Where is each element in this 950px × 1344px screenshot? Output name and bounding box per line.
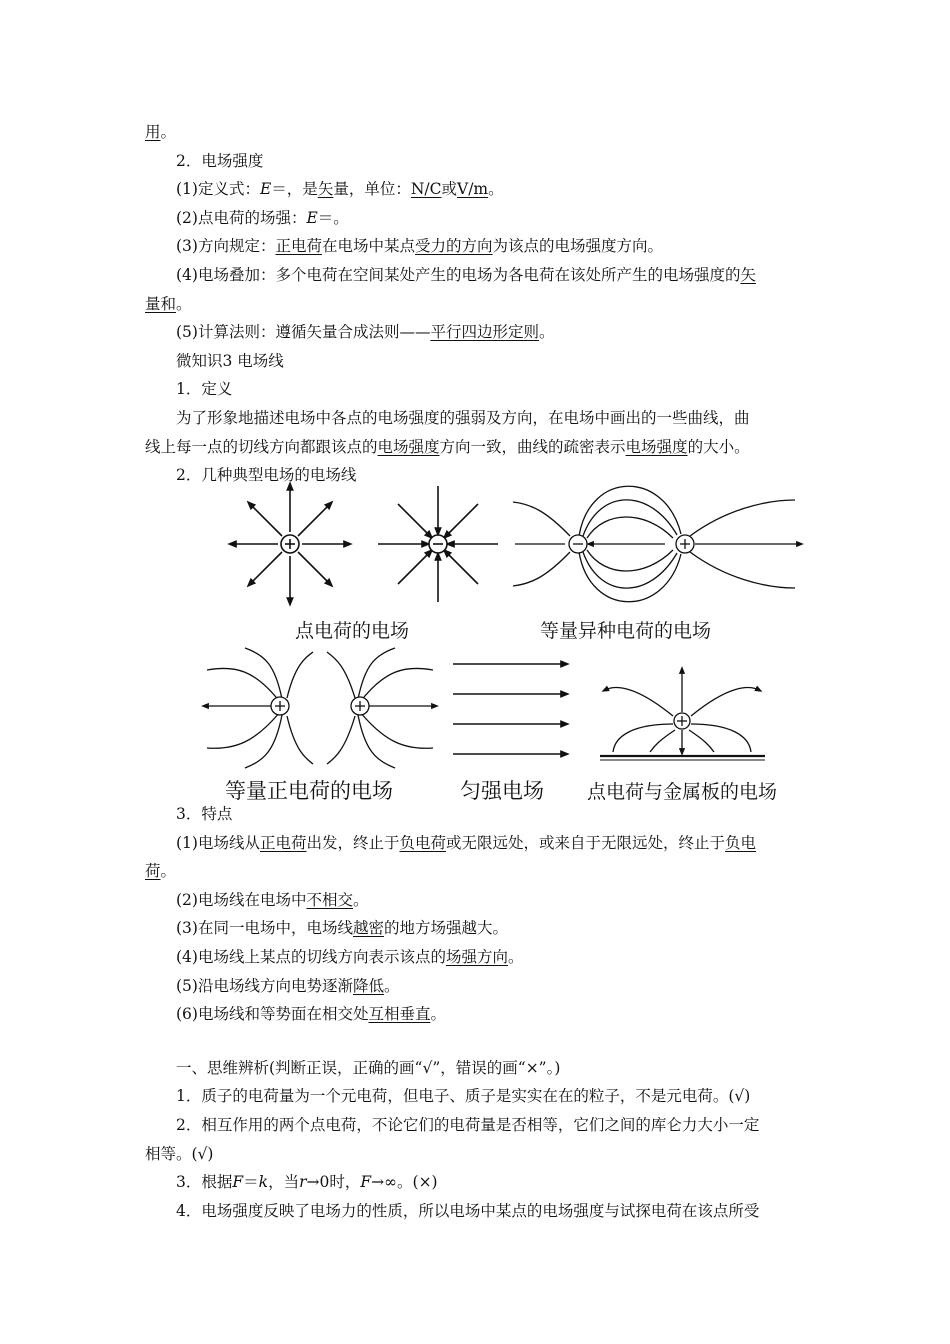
- caption-equal-positive: 等量正电荷的电场: [225, 779, 393, 803]
- underlined-term: 平行四边形定则: [430, 323, 539, 342]
- text-line: [145, 433, 810, 462]
- caption-charge-plate: 点电荷与金属板的电场: [587, 781, 778, 803]
- text-span: 。: [160, 862, 177, 881]
- field-lines-diagram: [195, 480, 810, 810]
- text-span: 出发，终止于: [306, 833, 400, 852]
- underlined-term: 受力的方向: [415, 237, 493, 256]
- text-span: 。: [538, 323, 555, 342]
- section-heading: 一、思维辨析(判断正误，正确的画“√”，错误的画“×”。): [176, 1058, 561, 1077]
- underlined-term: 电场强度: [377, 437, 440, 456]
- underlined-term: 用: [145, 123, 161, 141]
- text-span: 或: [441, 180, 458, 199]
- text-span: →∞。(×): [371, 1173, 438, 1192]
- text-span: 。: [430, 1005, 446, 1024]
- negative-point-charge-field: [378, 486, 498, 602]
- text-span: 。: [352, 890, 369, 909]
- text-span: 线上每一点的切线方向都跟该点的: [145, 437, 378, 456]
- text-span: 的大小。: [687, 437, 750, 456]
- section-heading: 2．电场强度: [176, 151, 264, 170]
- text-line: [145, 261, 810, 290]
- text-span: (2)点电荷的场强：: [176, 208, 307, 227]
- text-span: (1)定义式：: [176, 180, 260, 199]
- text-span: (3)方向规定：: [176, 237, 276, 256]
- positive-point-charge-field: [232, 486, 348, 602]
- text-span: 。: [488, 180, 504, 199]
- text-span: 为该点的电场强度方向。: [492, 237, 664, 256]
- text-span: (1)电场线从: [176, 833, 260, 852]
- text-span: →0时，: [306, 1173, 361, 1192]
- text-span: ＝。: [317, 208, 349, 227]
- text-line: [145, 857, 810, 886]
- question-item: 1．质子的电荷量为一个元电荷，但电子、质子是实实在在的粒子，不是元电荷。(√): [176, 1087, 751, 1106]
- text-line: [145, 829, 810, 858]
- underlined-term: 降低: [352, 976, 384, 995]
- text-line: [145, 175, 810, 204]
- section-heading: 微知识3 电场线: [176, 351, 284, 370]
- text-span: ＝，是: [271, 180, 318, 199]
- text-span: (6)电场线和等势面在相交处: [176, 1005, 369, 1024]
- charge-and-plate-field: [600, 670, 765, 760]
- text-line: [145, 1000, 810, 1029]
- text-line: [145, 886, 810, 915]
- underlined-term: N/C: [410, 180, 442, 199]
- underlined-term: 不相交: [306, 890, 353, 909]
- text-line: [145, 318, 810, 347]
- question-item: 相等。(√): [145, 1144, 214, 1163]
- opposite-charges-field: [513, 486, 800, 602]
- underlined-term: 越密: [352, 919, 384, 938]
- text-span: (3)在同一电场中，电场线: [176, 919, 353, 938]
- text-span: 量，单位：: [333, 180, 411, 199]
- symbol: k: [258, 1173, 269, 1192]
- underlined-term: V/m: [457, 180, 489, 199]
- equal-positive-charges-field: [205, 648, 435, 768]
- symbol: E: [259, 180, 272, 199]
- text-span: 的地方场强越大。: [383, 919, 508, 938]
- underlined-term: 互相垂直: [368, 1005, 431, 1024]
- text-span: (5)计算法则：遵循矢量合成法则——: [176, 323, 431, 342]
- text-line: [145, 972, 810, 1001]
- caption-uniform: 匀强电场: [460, 779, 544, 803]
- question-item: 2．相互作用的两个点电荷，不论它们的电荷量是否相等，它们之间的库仑力大小一定: [176, 1115, 760, 1134]
- caption-point-charge: 点电荷的电场: [295, 620, 410, 642]
- underlined-term: 矢: [740, 265, 756, 284]
- document-body-continued: [145, 800, 810, 1225]
- symbol: F: [232, 1173, 244, 1192]
- text-span: (5)沿电场线方向电势逐渐: [176, 976, 353, 995]
- paragraph-gap: [145, 1029, 810, 1054]
- document-body: [145, 118, 810, 490]
- text-span: 。: [383, 976, 400, 995]
- text-span: (4)电场线上某点的切线方向表示该点的: [176, 947, 446, 966]
- underlined-term: 矢: [317, 180, 334, 199]
- text-span: 。: [507, 947, 524, 966]
- underlined-term: 荷: [145, 862, 161, 881]
- text-line: 为了形象地描述电场中各点的电场强度的强弱及方向，在电场中画出的一些曲线，曲: [176, 408, 750, 427]
- underlined-term: 负电: [725, 833, 757, 852]
- symbol: E: [306, 208, 318, 227]
- text-span: (4)电场叠加：多个电荷在空间某处产生的电场为各电荷在该处所产生的电场强度的: [176, 265, 741, 284]
- text-line: [145, 914, 810, 943]
- section-heading: 3．特点: [176, 805, 233, 823]
- text-span: 3．根据: [176, 1173, 233, 1192]
- symbol: r: [299, 1173, 307, 1192]
- text-span: ，当: [268, 1173, 300, 1192]
- section-heading: 2．几种典型电场的电场线: [176, 466, 357, 485]
- underlined-term: 负电荷: [399, 833, 447, 852]
- text-span: 方向一致，曲线的疏密表示: [439, 437, 626, 456]
- symbol: F: [360, 1173, 372, 1192]
- text-span: 在电场中某点: [321, 237, 415, 256]
- underlined-term: 场强方向: [445, 947, 508, 966]
- underlined-term: 正电荷: [259, 833, 307, 852]
- text-span: 。: [176, 294, 192, 313]
- question-item: 4．电场强度反映了电场力的性质，所以电场中某点的电场强度与试探电荷在该点所受: [176, 1201, 760, 1220]
- text-line: [145, 232, 810, 261]
- underlined-term: 正电荷: [275, 237, 322, 256]
- underlined-term: 量和: [145, 294, 177, 313]
- text-line: [145, 290, 810, 319]
- question-item: [145, 1168, 810, 1197]
- text-line: [145, 943, 810, 972]
- text-span: (2)电场线在电场中: [176, 890, 307, 909]
- text-span: 或无限远处，或来自于无限远处，终止于: [446, 833, 726, 852]
- text-span: ＝: [243, 1173, 259, 1192]
- uniform-field: [453, 664, 565, 754]
- electric-field-lines-figure: [195, 480, 810, 810]
- underlined-term: 电场强度: [625, 437, 688, 456]
- caption-opposite-charges: 等量异种电荷的电场: [540, 620, 712, 642]
- section-heading: 1．定义: [176, 380, 233, 399]
- text-line: [145, 118, 810, 147]
- text-line: [145, 204, 810, 233]
- text-span: 。: [160, 123, 177, 141]
